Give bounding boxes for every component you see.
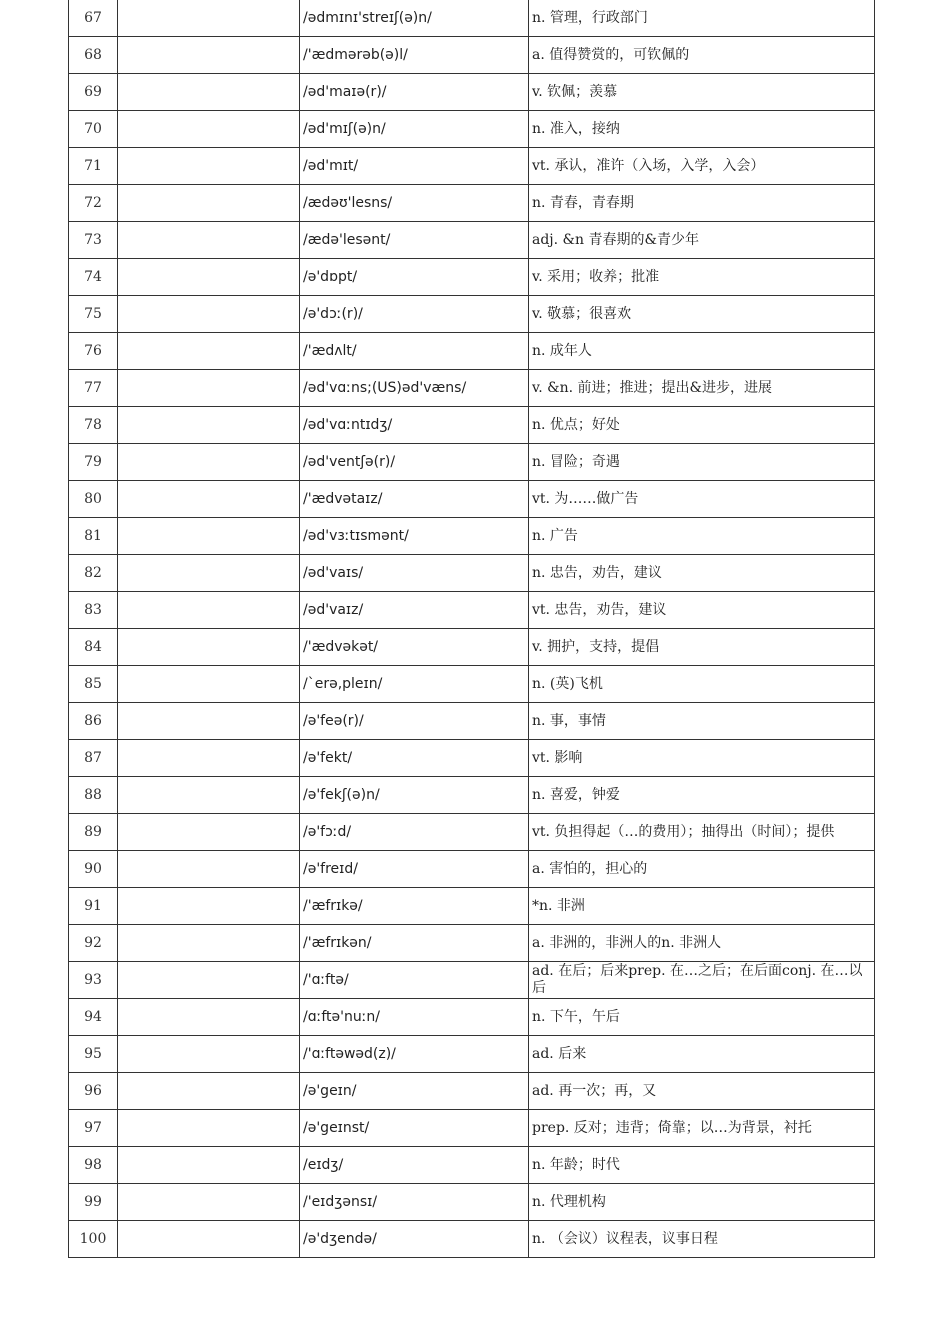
phonetic-cell: /ə'fɔːd/ bbox=[300, 814, 529, 851]
phonetic-cell: /əd'ventʃə(r)/ bbox=[300, 444, 529, 481]
row-number: 75 bbox=[69, 296, 118, 333]
definition-cell: n. 下午，午后 bbox=[529, 999, 875, 1036]
definition-cell: n. 青春，青春期 bbox=[529, 185, 875, 222]
phonetic-cell: /ædə'lesənt/ bbox=[300, 222, 529, 259]
table-row bbox=[69, 629, 875, 666]
word-cell bbox=[118, 592, 300, 629]
row-number: 91 bbox=[69, 888, 118, 925]
table-row bbox=[69, 703, 875, 740]
table-row bbox=[69, 888, 875, 925]
word-cell bbox=[118, 777, 300, 814]
row-number: 67 bbox=[69, 0, 118, 37]
word-cell bbox=[118, 0, 300, 37]
phonetic-cell: /'ɑːftə/ bbox=[300, 962, 529, 999]
phonetic-cell: /'eɪdʒənsɪ/ bbox=[300, 1184, 529, 1221]
definition-cell: n. 优点；好处 bbox=[529, 407, 875, 444]
vocabulary-table-body bbox=[69, 0, 875, 1258]
word-cell bbox=[118, 666, 300, 703]
word-cell bbox=[118, 1184, 300, 1221]
table-row bbox=[69, 851, 875, 888]
row-number: 73 bbox=[69, 222, 118, 259]
row-number: 85 bbox=[69, 666, 118, 703]
row-number: 76 bbox=[69, 333, 118, 370]
phonetic-cell: /ə'geɪn/ bbox=[300, 1073, 529, 1110]
phonetic-cell: /əd'vaɪs/ bbox=[300, 555, 529, 592]
table-row bbox=[69, 555, 875, 592]
row-number: 95 bbox=[69, 1036, 118, 1073]
row-number: 69 bbox=[69, 74, 118, 111]
table-row bbox=[69, 1110, 875, 1147]
table-row bbox=[69, 1073, 875, 1110]
table-row bbox=[69, 185, 875, 222]
row-number: 79 bbox=[69, 444, 118, 481]
word-cell bbox=[118, 814, 300, 851]
phonetic-cell: /ədmɪnɪ'streɪʃ(ə)n/ bbox=[300, 0, 529, 37]
word-cell bbox=[118, 185, 300, 222]
phonetic-cell: /əd'vɑːns;(US)əd'væns/ bbox=[300, 370, 529, 407]
table-row bbox=[69, 518, 875, 555]
phonetic-cell: /'ɑːftəwəd(z)/ bbox=[300, 1036, 529, 1073]
row-number: 87 bbox=[69, 740, 118, 777]
word-cell bbox=[118, 1073, 300, 1110]
table-row bbox=[69, 74, 875, 111]
row-number: 72 bbox=[69, 185, 118, 222]
vocabulary-table bbox=[68, 0, 875, 1258]
phonetic-cell: /'æfrɪkən/ bbox=[300, 925, 529, 962]
definition-cell: vt. 承认，准许（入场，入学，入会） bbox=[529, 148, 875, 185]
table-row bbox=[69, 962, 875, 999]
row-number: 83 bbox=[69, 592, 118, 629]
table-row bbox=[69, 1221, 875, 1258]
row-number: 80 bbox=[69, 481, 118, 518]
definition-cell: ad. 在后；后来prep. 在…之后；在后面conj. 在…以后 bbox=[529, 962, 875, 999]
definition-cell: ad. 再一次；再，又 bbox=[529, 1073, 875, 1110]
word-cell bbox=[118, 148, 300, 185]
row-number: 68 bbox=[69, 37, 118, 74]
table-row bbox=[69, 296, 875, 333]
word-cell bbox=[118, 629, 300, 666]
definition-cell: v. &n. 前进；推进；提出&进步，进展 bbox=[529, 370, 875, 407]
definition-cell: n. 事，事情 bbox=[529, 703, 875, 740]
phonetic-cell: /'ædmərəb(ə)l/ bbox=[300, 37, 529, 74]
row-number: 71 bbox=[69, 148, 118, 185]
word-cell bbox=[118, 518, 300, 555]
phonetic-cell: /'æfrɪkə/ bbox=[300, 888, 529, 925]
definition-cell: n. （会议）议程表，议事日程 bbox=[529, 1221, 875, 1258]
phonetic-cell: /`erə,pleɪn/ bbox=[300, 666, 529, 703]
row-number: 89 bbox=[69, 814, 118, 851]
row-number: 70 bbox=[69, 111, 118, 148]
table-row bbox=[69, 148, 875, 185]
definition-cell: n. 管理，行政部门 bbox=[529, 0, 875, 37]
table-row bbox=[69, 111, 875, 148]
row-number: 81 bbox=[69, 518, 118, 555]
phonetic-cell: /əd'maɪə(r)/ bbox=[300, 74, 529, 111]
table-row bbox=[69, 370, 875, 407]
definition-cell: v. 钦佩；羡慕 bbox=[529, 74, 875, 111]
table-row bbox=[69, 222, 875, 259]
word-cell bbox=[118, 481, 300, 518]
word-cell bbox=[118, 1110, 300, 1147]
word-cell bbox=[118, 370, 300, 407]
word-cell bbox=[118, 925, 300, 962]
row-number: 77 bbox=[69, 370, 118, 407]
definition-cell: adj. &n 青春期的&青少年 bbox=[529, 222, 875, 259]
row-number: 92 bbox=[69, 925, 118, 962]
table-row bbox=[69, 444, 875, 481]
word-cell bbox=[118, 259, 300, 296]
phonetic-cell: /əd'mɪt/ bbox=[300, 148, 529, 185]
definition-cell: v. 拥护，支持，提倡 bbox=[529, 629, 875, 666]
definition-cell: *n. 非洲 bbox=[529, 888, 875, 925]
row-number: 93 bbox=[69, 962, 118, 999]
phonetic-cell: /eɪdʒ/ bbox=[300, 1147, 529, 1184]
table-row bbox=[69, 0, 875, 37]
row-number: 99 bbox=[69, 1184, 118, 1221]
table-row bbox=[69, 407, 875, 444]
definition-cell: n. 冒险；奇遇 bbox=[529, 444, 875, 481]
word-cell bbox=[118, 74, 300, 111]
phonetic-cell: /ɑːftə'nuːn/ bbox=[300, 999, 529, 1036]
table-row bbox=[69, 999, 875, 1036]
table-row bbox=[69, 925, 875, 962]
phonetic-cell: /ə'dɒpt/ bbox=[300, 259, 529, 296]
phonetic-cell: /ə'freɪd/ bbox=[300, 851, 529, 888]
word-cell bbox=[118, 407, 300, 444]
word-cell bbox=[118, 851, 300, 888]
phonetic-cell: /ə'dɔː(r)/ bbox=[300, 296, 529, 333]
phonetic-cell: /ə'fekʃ(ə)n/ bbox=[300, 777, 529, 814]
word-cell bbox=[118, 888, 300, 925]
word-cell bbox=[118, 1147, 300, 1184]
table-row bbox=[69, 333, 875, 370]
word-cell bbox=[118, 222, 300, 259]
definition-cell: v. 敬慕；很喜欢 bbox=[529, 296, 875, 333]
table-row bbox=[69, 666, 875, 703]
phonetic-cell: /ædəʊ'lesns/ bbox=[300, 185, 529, 222]
definition-cell: ad. 后来 bbox=[529, 1036, 875, 1073]
table-row bbox=[69, 1147, 875, 1184]
row-number: 74 bbox=[69, 259, 118, 296]
definition-cell: vt. 忠告，劝告，建议 bbox=[529, 592, 875, 629]
definition-cell: a. 害怕的，担心的 bbox=[529, 851, 875, 888]
definition-cell: n. 年龄；时代 bbox=[529, 1147, 875, 1184]
phonetic-cell: /ə'geɪnst/ bbox=[300, 1110, 529, 1147]
table-row bbox=[69, 259, 875, 296]
word-cell bbox=[118, 37, 300, 74]
definition-cell: n. (英)飞机 bbox=[529, 666, 875, 703]
word-cell bbox=[118, 1221, 300, 1258]
table-row bbox=[69, 777, 875, 814]
phonetic-cell: /ə'dʒendə/ bbox=[300, 1221, 529, 1258]
definition-cell: n. 忠告，劝告，建议 bbox=[529, 555, 875, 592]
word-cell bbox=[118, 111, 300, 148]
word-cell bbox=[118, 333, 300, 370]
table-row bbox=[69, 740, 875, 777]
phonetic-cell: /'ædvətaɪz/ bbox=[300, 481, 529, 518]
definition-cell: a. 非洲的，非洲人的n. 非洲人 bbox=[529, 925, 875, 962]
row-number: 94 bbox=[69, 999, 118, 1036]
word-cell bbox=[118, 740, 300, 777]
definition-cell: a. 值得赞赏的，可钦佩的 bbox=[529, 37, 875, 74]
row-number: 78 bbox=[69, 407, 118, 444]
definition-cell: v. 采用；收养；批准 bbox=[529, 259, 875, 296]
table-row bbox=[69, 592, 875, 629]
phonetic-cell: /əd'vɑːntɪdʒ/ bbox=[300, 407, 529, 444]
row-number: 98 bbox=[69, 1147, 118, 1184]
word-cell bbox=[118, 1036, 300, 1073]
definition-cell: vt. 负担得起（…的费用）；抽得出（时间）；提供 bbox=[529, 814, 875, 851]
definition-cell: vt. 影响 bbox=[529, 740, 875, 777]
word-cell bbox=[118, 962, 300, 999]
word-cell bbox=[118, 444, 300, 481]
phonetic-cell: /ə'feə(r)/ bbox=[300, 703, 529, 740]
word-cell bbox=[118, 999, 300, 1036]
row-number: 97 bbox=[69, 1110, 118, 1147]
table-row bbox=[69, 37, 875, 74]
phonetic-cell: /əd'mɪʃ(ə)n/ bbox=[300, 111, 529, 148]
row-number: 82 bbox=[69, 555, 118, 592]
table-row bbox=[69, 481, 875, 518]
row-number: 88 bbox=[69, 777, 118, 814]
phonetic-cell: /'ædʌlt/ bbox=[300, 333, 529, 370]
row-number: 100 bbox=[69, 1221, 118, 1258]
phonetic-cell: /'ædvəkət/ bbox=[300, 629, 529, 666]
table-row bbox=[69, 814, 875, 851]
definition-cell: n. 代理机构 bbox=[529, 1184, 875, 1221]
table-row bbox=[69, 1184, 875, 1221]
word-cell bbox=[118, 555, 300, 592]
table-row bbox=[69, 1036, 875, 1073]
definition-cell: n. 喜爱，钟爱 bbox=[529, 777, 875, 814]
definition-cell: n. 准入，接纳 bbox=[529, 111, 875, 148]
row-number: 84 bbox=[69, 629, 118, 666]
word-cell bbox=[118, 296, 300, 333]
definition-cell: n. 成年人 bbox=[529, 333, 875, 370]
definition-cell: n. 广告 bbox=[529, 518, 875, 555]
definition-cell: prep. 反对；违背；倚靠；以…为背景，衬托 bbox=[529, 1110, 875, 1147]
row-number: 90 bbox=[69, 851, 118, 888]
phonetic-cell: /əd'vɜːtɪsmənt/ bbox=[300, 518, 529, 555]
phonetic-cell: /ə'fekt/ bbox=[300, 740, 529, 777]
definition-cell: vt. 为……做广告 bbox=[529, 481, 875, 518]
word-cell bbox=[118, 703, 300, 740]
row-number: 96 bbox=[69, 1073, 118, 1110]
phonetic-cell: /əd'vaɪz/ bbox=[300, 592, 529, 629]
row-number: 86 bbox=[69, 703, 118, 740]
